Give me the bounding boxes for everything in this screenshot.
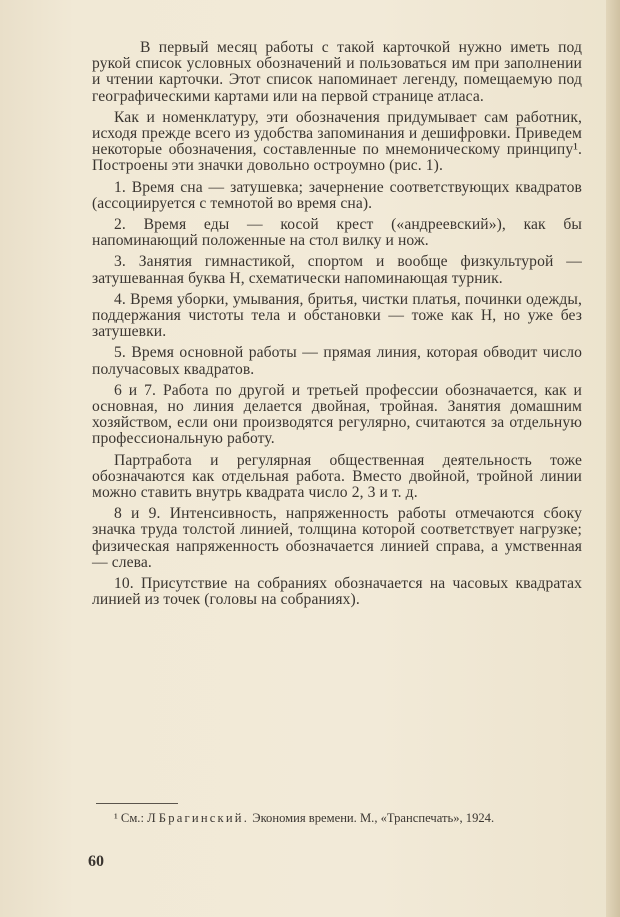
paragraph-item-1: 1. Время сна — затушевка; зачернение соответствующих квадратов (ассоциируется с темнотой во время сна). <box>92 178 582 212</box>
paragraph-partwork: Партработа и регулярная общественная деятельность тоже обозначаются как отдельная работа. Вместо двойной, тройной линии можно ставить внутрь квадрата число 2, 3 и т. д. <box>92 451 582 502</box>
page-number: 60 <box>88 853 104 870</box>
paragraph-item-4: 4. Время уборки, умывания, бритья, чистки платья, починки одежды, поддержания чистоты тела и обстановки — тоже как Н, но уже без затушевки. <box>92 290 582 341</box>
paragraph-item-6-7: 6 и 7. Работа по другой и третьей профессии обозначается, как и основная, но линия делается двойная, тройная. Занятия домашним хозяйством, если они производятся регулярно, считаются за отдельную профессиональную работу. <box>92 381 582 448</box>
footnote <box>92 810 578 826</box>
footnote-reference: Экономия времени. М., «Транспечать», 1924. <box>252 811 495 825</box>
main-text <box>92 40 582 614</box>
paragraph-item-2: 2. Время еды — косой крест («андреевский»), как бы напоминающий положенные на стол вилку и нож. <box>92 216 582 250</box>
footnote-author: Брагинский. <box>158 811 250 825</box>
page-edge <box>606 0 620 917</box>
paragraph-item-5: 5. Время основной работы — прямая линия, которая обводит число получасовых квадратов. <box>92 344 582 378</box>
paragraph-intro: В первый месяц работы с такой карточкой нужно иметь под рукой список условных обозначений и пользоваться им при заполнении и чтении карточки. Этот список напоминает легенду, помещаемую под географическими картами или на первой странице атласа. <box>92 39 582 105</box>
footnote-divider <box>96 803 178 804</box>
paragraph-item-8-9: 8 и 9. Интенсивность, напряженность работы отмечаются сбоку значка труда толстой линией, толщина которой соответствует нагрузке; физическая напряженность обозначается линией справа, а умственная — слева. <box>92 505 582 571</box>
paragraph-item-10: 10. Присутствие на собраниях обозначается на часовых квадратах линией из точек (головы на собраниях). <box>92 575 582 609</box>
paragraph-item-3: 3. Занятия гимнастикой, спортом и вообще физкультурой — затушеванная буква Н, схематически напоминающая турник. <box>92 253 582 287</box>
footnote-prefix: ¹ См.: Л <box>114 811 156 825</box>
paragraph-notation: Как и номенклатуру, эти обозначения придумывает сам работник, исходя прежде всего из удобства запоминания и дешифровки. Приведем некоторые обозначения, составленные по мнемоническому принципу¹. Построены эти значки довольно остроумно (рис. 1). <box>92 108 582 175</box>
